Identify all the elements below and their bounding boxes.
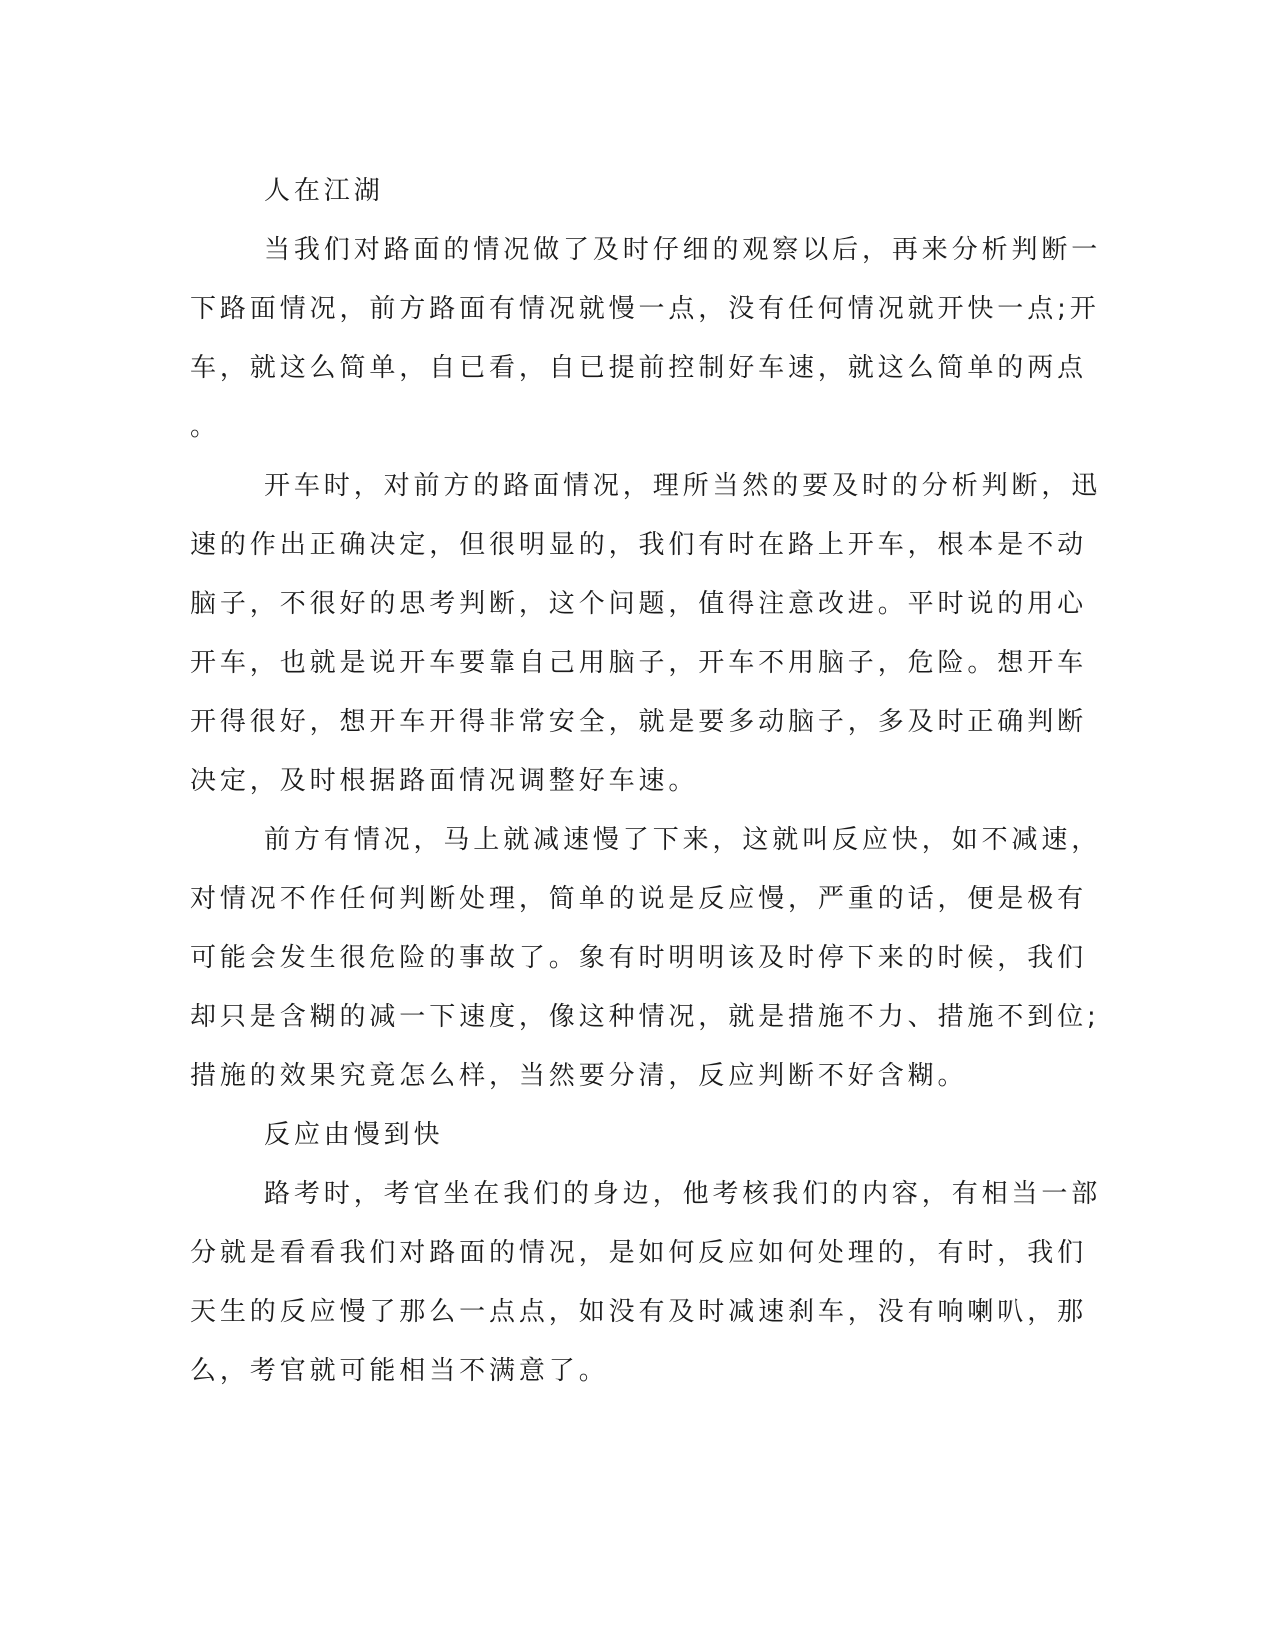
paragraph-2 [190, 457, 1102, 811]
paragraph-line: 决定，及时根据路面情况调整好车速。 [190, 766, 699, 796]
paragraph-line: 速的作出正确决定，但很明显的，我们有时在路上开车，根本是不动 [190, 530, 1088, 560]
paragraph-line: 脑子，不很好的思考判断，这个问题，值得注意改进。平时说的用心 [190, 589, 1088, 619]
paragraph-line: 下路面情况，前方路面有情况就慢一点，没有任何情况就开快一点;开 [190, 294, 1100, 324]
paragraph-line: 开得很好，想开车开得非常安全，就是要多动脑子，多及时正确判断 [190, 707, 1088, 737]
paragraph-line: 开车时，对前方的路面情况，理所当然的要及时的分析判断，迅 [264, 471, 1102, 501]
paragraph-line: 前方有情况，马上就减速慢了下来，这就叫反应快，如不减速， [264, 825, 1102, 855]
paragraph-line: 么，考官就可能相当不满意了。 [190, 1356, 609, 1386]
paragraph-3 [190, 811, 1102, 1106]
paragraph-4 [190, 1165, 1102, 1401]
paragraph-line: 对情况不作任何判断处理，简单的说是反应慢，严重的话，便是极有 [190, 884, 1088, 914]
document-body [190, 162, 1102, 1401]
paragraph-line: 开车，也就是说开车要靠自己用脑子，开车不用脑子，危险。想开车 [190, 648, 1088, 678]
paragraph-line: 措施的效果究竟怎么样，当然要分清，反应判断不好含糊。 [190, 1061, 968, 1091]
paragraph-line: 当我们对路面的情况做了及时仔细的观察以后，再来分析判断一 [264, 235, 1102, 265]
paragraph-line: 。 [190, 412, 220, 442]
section-heading-fan-ying-you-man-dao-kuai: 反应由慢到快 [264, 1120, 444, 1150]
paragraph-line: 分就是看看我们对路面的情况，是如何反应如何处理的，有时，我们 [190, 1238, 1088, 1268]
paragraph-line: 车，就这么简单，自已看，自已提前控制好车速，就这么简单的两点 [190, 353, 1088, 383]
paragraph-line: 却只是含糊的减一下速度，像这种情况，就是措施不力、措施不到位; [190, 1002, 1100, 1032]
paragraph-line: 天生的反应慢了那么一点点，如没有及时减速刹车，没有响喇叭，那 [190, 1297, 1088, 1327]
paragraph-line: 路考时，考官坐在我们的身边，他考核我们的内容，有相当一部 [264, 1179, 1102, 1209]
section-heading-ren-zai-jiang-hu: 人在江湖 [264, 176, 384, 206]
paragraph-line: 可能会发生很危险的事故了。象有时明明该及时停下来的时候，我们 [190, 943, 1088, 973]
paragraph-1 [190, 221, 1102, 457]
